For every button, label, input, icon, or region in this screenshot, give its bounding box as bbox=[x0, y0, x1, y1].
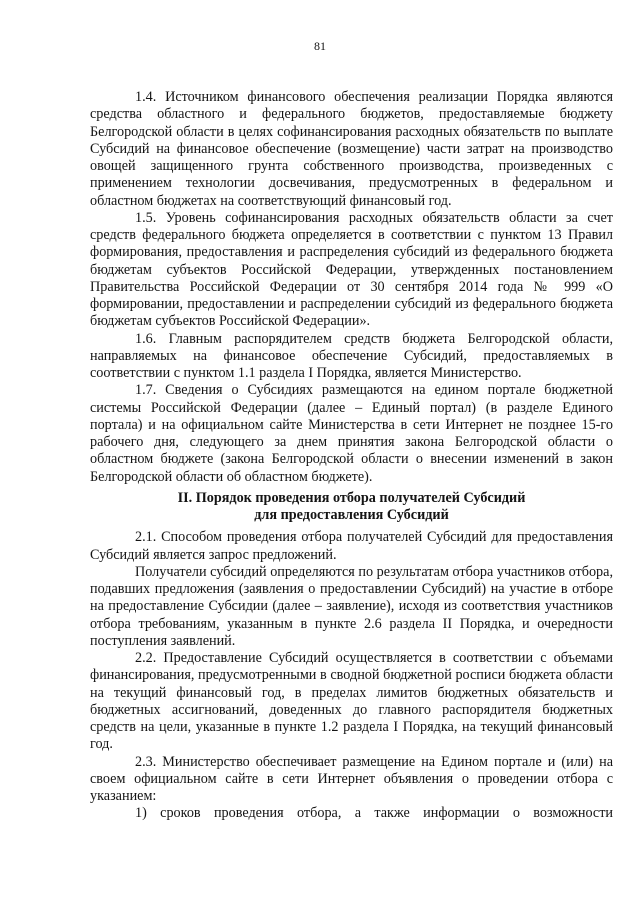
paragraph-2-3: 2.3. Министерство обеспечивает размещение на Едином портале и (или) на своем официальном сайте в сети Интернет объявления о проведении отбора с указанием: bbox=[90, 753, 613, 804]
paragraph-recipients: Получатели субсидий определяются по результатам отбора участников отбора, подавших предложения (заявления о предоставлении Субсидий) на участие в отборе на предоставление Субсидии (далее – заявление), исходя из соответствия участников отбора требованиям, указанным в пункте 2.6 раздела II Порядка, и очередности поступления заявлений. bbox=[90, 563, 613, 649]
list-item-1: 1) сроков проведения отбора, а также информации о возможности bbox=[135, 805, 613, 822]
page-number: 81 bbox=[314, 39, 326, 53]
paragraph-1-6: 1.6. Главным распорядителем средств бюджета Белгородской области, направляемых на финансовое обеспечение Субсидий, предоставляемых в соответствии с пунктом 1.1 раздела I Порядка, является Министерство. bbox=[90, 330, 613, 381]
section-heading-line-2: для предоставления Субсидий bbox=[254, 507, 449, 523]
paragraph-1-4: 1.4. Источником финансового обеспечения реализации Порядка являются средства областного и федерального бюджетов, предоставляемые бюджету Белгородской области в целях софинансирования расходных обязательств по выплате Субсидий на финансовое обеспечение (возмещение) части затрат на производство овощей защищенного грунта собственного производства, произведенных с применением технологии досвечивания, предусмотренных в федеральном и областном бюджетах на соответствующий финансовый год. bbox=[90, 89, 613, 209]
document-body bbox=[90, 89, 613, 823]
paragraph-2-2: 2.2. Предоставление Субсидий осуществляется в соответствии с объемами финансирования, предусмотренными в сводной бюджетной росписи бюджета области на текущий финансовый год, в пределах лимитов бюджетных обязательств и бюджетных ассигнований, доведенных до главного распорядителя бюджетных средств на цели, указанные в пункте 1.2 раздела I Порядка, на текущий финансовый год. bbox=[90, 650, 613, 753]
paragraph-1-5: 1.5. Уровень софинансирования расходных обязательств области за счет средств федерального бюджета определяется в соответствии с пунктом 13 Правил формирования, предоставления и распределения субсидий из федерального бюджета бюджетам субъектов Российской Федерации, утвержденных постановлением Правительства Российской Федерации от 30 сентября 2014 года № 999 «О формировании, предоставлении и распределении субсидий из федерального бюджета бюджетам субъектов Российской Федерации». bbox=[90, 209, 613, 330]
paragraph-1-7: 1.7. Сведения о Субсидиях размещаются на едином портале бюджетной системы Российской Федерации (далее – Единый портал) (в разделе Единого портала) и на официальном сайте Министерства в сети Интернет не позднее 15-го рабочего дня, следующего за днем принятия закона Белгородской области о областном бюджете (закона Белгородской области о внесении изменений в закон Белгородской области об областном бюджете). bbox=[90, 382, 613, 485]
section-heading bbox=[90, 490, 613, 525]
section-heading-line-1: II. Порядок проведения отбора получателей Субсидий bbox=[177, 489, 526, 506]
paragraph-2-1: 2.1. Способом проведения отбора получателей Субсидий для предоставления Субсидий является запрос предложений. bbox=[90, 529, 613, 563]
